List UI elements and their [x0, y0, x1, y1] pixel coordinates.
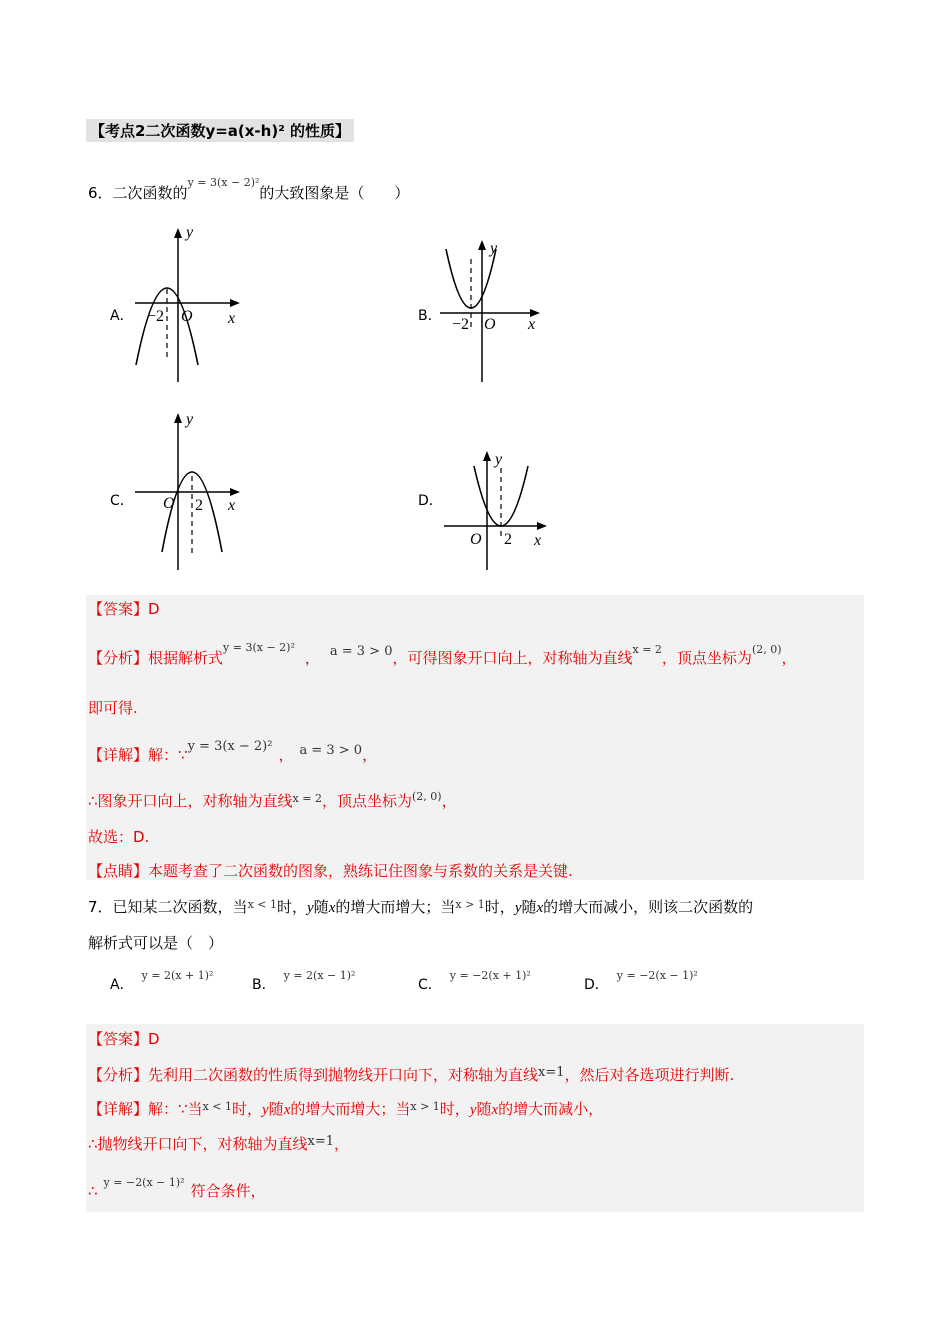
q7-option-a[interactable] [110, 969, 214, 994]
q7-detail-line-3 [88, 1176, 266, 1201]
q6-number: 6． [88, 184, 113, 202]
q6-detail-formula-1: y = 3(x − 2)² [187, 739, 273, 754]
q6-detail-text-2a: ∴图象开口向上，对称轴为直线 [88, 792, 293, 810]
x-label: x [228, 497, 236, 514]
q7-option-d[interactable] [584, 969, 698, 994]
q6-detail-text-1: 解：∵ [148, 746, 188, 764]
q6-comment [88, 860, 573, 881]
origin-label: O [163, 495, 175, 512]
q7-detail-formula-4: y = −2(x − 1)² [103, 1176, 185, 1189]
q6-answer-value: D [148, 600, 160, 618]
x-label: x [528, 316, 536, 333]
q7-answer [88, 1028, 160, 1049]
q6-detail-formula-3: x = 2 [292, 792, 322, 805]
q7-option-c-label: C． [418, 977, 442, 993]
q6-detail-line-3: 故选：D. [88, 828, 150, 846]
q6-detail-formula-2: a = 3 > 0 [299, 743, 363, 758]
q6-analysis-formula-2: a = 3 > 0 [329, 644, 393, 659]
q7-var-y1: y [307, 900, 314, 916]
q6-analysis-text-1: 根据解析式 [148, 649, 224, 667]
q7-stem-line-1 [88, 896, 753, 917]
q6-detail [88, 739, 378, 765]
q6-detail-text-2b: ，顶点坐标为 [321, 792, 412, 810]
q7-detail-text-c: 随 [268, 1100, 284, 1118]
q6-option-a-graph[interactable] [130, 225, 245, 385]
q6-detail-end: ， [362, 746, 378, 764]
q6-analysis [88, 641, 797, 668]
q7-text-b: 时， [276, 898, 307, 916]
q6-analysis-formula-1: y = 3(x − 2)² [223, 641, 295, 654]
q6-answer [88, 598, 160, 619]
q7-detail-line-2 [88, 1133, 349, 1154]
q7-detail-var-x1: x [283, 1102, 291, 1118]
q7-option-a-label: A． [110, 977, 134, 993]
q7-analysis [88, 1064, 734, 1085]
q6-solution-box [86, 595, 864, 880]
q7-option-b-label: B． [252, 977, 276, 993]
q7-detail-text-2b: ， [334, 1135, 350, 1153]
y-label: y [186, 411, 194, 428]
q6-analysis-comma: ， [304, 649, 320, 667]
q6-detail-formula-4: (2, 0) [411, 790, 442, 803]
y-axis-arrow [478, 240, 486, 250]
x-axis-arrow [230, 488, 240, 496]
q7-detail-tag: 【详解】 [88, 1100, 149, 1118]
y-axis-arrow [174, 228, 182, 238]
tick-2: 2 [195, 497, 203, 514]
q6-text-before: 二次函数的 [112, 184, 188, 202]
q6-analysis-text-3: ，顶点坐标为 [661, 649, 752, 667]
q7-formula-lt: x < 1 [247, 898, 277, 911]
q7-var-y2: y [514, 900, 522, 916]
q7-text-c: 随 [313, 898, 329, 916]
q6-stem [88, 176, 410, 203]
q7-detail-var-y2: y [469, 1102, 477, 1118]
y-label: y [495, 451, 503, 468]
q7-text-e: 时， [484, 898, 515, 916]
q7-detail-text-3b: 符合条件， [190, 1182, 266, 1200]
q7-option-d-formula: y = −2(x − 1)² [616, 969, 698, 982]
x-axis-arrow [230, 299, 240, 307]
q6-detail-text-2c: ， [441, 792, 457, 810]
q7-option-a-formula: y = 2(x + 1)² [141, 969, 214, 982]
q7-detail-text-a: 解：∵当 [148, 1100, 203, 1118]
y-axis-arrow [174, 413, 182, 423]
tick-neg2: −2 [147, 308, 165, 325]
q7-text-a: 已知某二次函数，当 [112, 898, 248, 916]
q7-var-x1: x [328, 900, 336, 916]
q6-detail-line-2 [88, 790, 457, 811]
q7-detail-text-d: 的增大而增大；当 [290, 1100, 411, 1118]
q7-number: 7． [88, 898, 113, 916]
q7-stem-line-2: 解析式可以是（ ） [88, 934, 224, 952]
q7-detail-formula-1: x < 1 [202, 1100, 232, 1113]
q6-answer-tag: 【答案】 [88, 600, 149, 618]
q7-detail-var-x2: x [491, 1102, 499, 1118]
q7-option-c[interactable] [418, 969, 531, 994]
q7-text-g: 的增大而减小，则该二次函数的 [543, 898, 754, 916]
q7-detail-text-g: 的增大而减小， [498, 1100, 604, 1118]
x-label: x [228, 310, 236, 327]
q6-option-c-graph[interactable] [130, 410, 245, 572]
x-axis-arrow [537, 522, 547, 530]
q7-detail-text-3a: ∴ [88, 1182, 98, 1200]
q7-detail-formula-3: x=1 [307, 1134, 335, 1149]
q6-option-c-label[interactable]: C． [110, 493, 134, 509]
origin-label: O [484, 316, 496, 333]
q7-option-b[interactable] [252, 969, 356, 994]
y-label: y [490, 240, 498, 257]
q7-analysis-formula: x=1 [538, 1065, 565, 1080]
q7-var-x2: x [536, 900, 544, 916]
q7-formula-gt: x > 1 [455, 898, 485, 911]
q7-detail-var-y1: y [262, 1102, 269, 1118]
q7-text-d: 的增大而增大；当 [335, 898, 456, 916]
q6-text-after: 的大致图象是（ ） [259, 184, 410, 202]
x-label: x [534, 532, 542, 549]
q7-option-b-formula: y = 2(x − 1)² [283, 969, 356, 982]
y-label: y [186, 225, 194, 241]
q6-option-d-label[interactable]: D． [418, 493, 443, 509]
q7-detail [88, 1098, 603, 1119]
q7-answer-tag: 【答案】 [88, 1030, 149, 1048]
q7-option-d-label: D． [584, 977, 609, 993]
q6-analysis-tag: 【分析】 [88, 649, 149, 667]
q6-analysis-text-4: ， [781, 649, 797, 667]
q6-option-b-graph[interactable] [438, 237, 543, 385]
q7-detail-text-b: 时， [231, 1100, 262, 1118]
q7-option-c-formula: y = −2(x + 1)² [449, 969, 531, 982]
q6-formula: y = 3(x − 2)² [187, 176, 260, 189]
q7-text-f: 随 [521, 898, 537, 916]
q7-answer-value: D [148, 1030, 160, 1048]
q7-detail-text-2: ∴抛物线开口向下，对称轴为直线 [88, 1135, 308, 1153]
q6-detail-comma: ， [278, 746, 294, 764]
tick-neg2: −2 [452, 316, 470, 333]
q6-comment-text: 本题考查了二次函数的图象，熟练记住图象与系数的关系是关键. [148, 862, 573, 880]
origin-label: O [470, 531, 482, 548]
q6-analysis-text-2: ，可得图象开口向上，对称轴为直线 [392, 649, 633, 667]
origin-label: O [181, 308, 193, 325]
q6-comment-tag: 【点睛】 [88, 862, 149, 880]
q6-detail-tag: 【详解】 [88, 746, 149, 764]
q7-detail-formula-2: x > 1 [410, 1100, 440, 1113]
q7-detail-text-f: 随 [476, 1100, 492, 1118]
q6-analysis-formula-3: x = 2 [632, 643, 662, 656]
section-header: 【考点2二次函数y=a(x-h)² 的性质】 [86, 119, 354, 142]
q6-option-b-label[interactable]: B． [418, 308, 442, 324]
q7-analysis-text-2: ，然后对各选项进行判断. [564, 1066, 735, 1084]
q6-analysis-line-2: 即可得. [88, 699, 138, 717]
y-axis-arrow [483, 451, 491, 461]
q7-detail-text-e: 时， [439, 1100, 470, 1118]
q7-analysis-text-1: 先利用二次函数的性质得到抛物线开口向下，对称轴为直线 [148, 1066, 539, 1084]
q6-option-d-graph[interactable] [438, 448, 550, 572]
q7-analysis-tag: 【分析】 [88, 1066, 149, 1084]
tick-2: 2 [504, 531, 512, 548]
q6-option-a-label[interactable]: A． [110, 308, 134, 324]
q6-analysis-formula-4: (2, 0) [751, 643, 782, 656]
